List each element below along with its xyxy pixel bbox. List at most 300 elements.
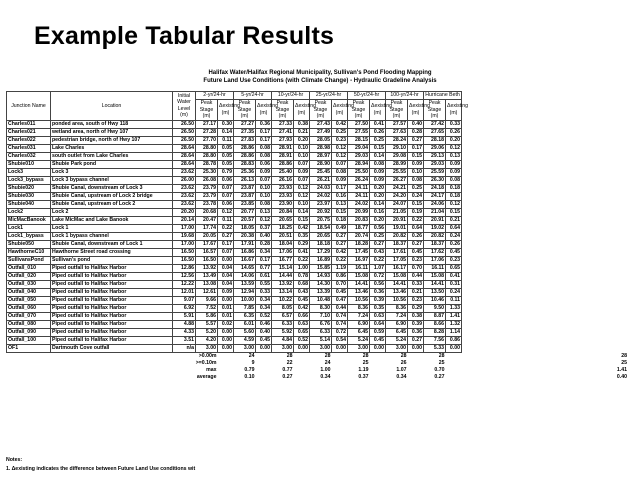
value-cell: 0.65: [294, 328, 310, 336]
junction-name-cell: Shubie010: [7, 160, 51, 168]
value-cell: 24.02: [310, 192, 332, 200]
value-cell: 17.74: [196, 224, 218, 232]
table-row: [7, 264, 629, 272]
value-cell: 0.41: [370, 120, 386, 128]
value-cell: 27.55: [348, 128, 370, 136]
junction-name-cell: Shubie050: [7, 240, 51, 248]
value-cell: 9.50: [424, 304, 446, 312]
summary-label: max: [206, 366, 217, 373]
location-cell: Shubie Canal, upstream of Lock 2 bridge: [51, 192, 173, 200]
value-cell: 26.21: [310, 176, 332, 184]
value-cell: 0.36: [408, 328, 424, 336]
location-cell: Piped outfall to Halifax Harbor: [51, 328, 173, 336]
value-cell: 27.27: [234, 120, 256, 128]
value-cell: 4.88: [173, 320, 196, 328]
value-cell: 0.00: [446, 344, 462, 352]
value-cell: 16.89: [310, 256, 332, 264]
value-cell: 0.27: [332, 232, 348, 240]
value-cell: 0.00: [294, 344, 310, 352]
value-cell: 0.11: [446, 296, 462, 304]
value-cell: 0.27: [408, 136, 424, 144]
value-cell: 0.25: [408, 184, 424, 192]
delta-existing-header: Δexisting (m): [370, 100, 386, 121]
value-cell: 0.36: [256, 120, 272, 128]
value-cell: 8.30: [310, 304, 332, 312]
summary-value: 0.79: [244, 366, 255, 373]
value-cell: 0.08: [370, 160, 386, 168]
value-cell: 3.00: [348, 344, 370, 352]
event-header: 5-yr/24-hr: [234, 92, 272, 100]
value-cell: 27.63: [386, 128, 408, 136]
junction-name-cell: Outfall_020: [7, 272, 51, 280]
value-cell: 16.50: [173, 248, 196, 256]
location-cell: wetland area, north of Hwy 107: [51, 128, 173, 136]
value-cell: 0.42: [294, 304, 310, 312]
value-cell: 5.33: [424, 344, 446, 352]
value-cell: 19.68: [173, 232, 196, 240]
value-cell: 0.26: [446, 240, 462, 248]
value-cell: 0.12: [256, 216, 272, 224]
table-row: [7, 184, 629, 192]
value-cell: 13.92: [272, 280, 294, 288]
value-cell: 24.07: [386, 200, 408, 208]
value-cell: 14.30: [310, 280, 332, 288]
value-cell: 0.56: [370, 224, 386, 232]
value-cell: 0.17: [256, 128, 272, 136]
value-cell: 0.22: [294, 256, 310, 264]
junction-name-cell: Lock2: [7, 208, 51, 216]
value-cell: 27.50: [348, 120, 370, 128]
value-cell: 0.09: [256, 168, 272, 176]
peak-stage-header: Peak Stage (m): [310, 100, 332, 121]
value-cell: 0.13: [256, 208, 272, 216]
value-cell: 0.79: [218, 168, 234, 176]
value-cell: 0.64: [370, 320, 386, 328]
value-cell: 0.01: [218, 312, 234, 320]
value-cell: 16.97: [348, 256, 370, 264]
table-row: [7, 336, 629, 344]
value-cell: 0.10: [294, 152, 310, 160]
junction-name-cell: MicMacBanook: [7, 216, 51, 224]
value-cell: 17.62: [424, 248, 446, 256]
value-cell: 0.12: [446, 144, 462, 152]
table-row: [7, 216, 629, 224]
value-cell: 0.24: [446, 288, 462, 296]
value-cell: 0.05: [218, 160, 234, 168]
value-cell: 0.00: [370, 344, 386, 352]
value-cell: 0.12: [446, 200, 462, 208]
value-cell: 16.11: [348, 264, 370, 272]
value-cell: 0.14: [370, 200, 386, 208]
value-cell: 3.51: [173, 336, 196, 344]
value-cell: 0.06: [256, 160, 272, 168]
value-cell: 29.06: [424, 144, 446, 152]
value-cell: 20.77: [234, 208, 256, 216]
value-cell: 17.45: [348, 248, 370, 256]
results-table-container: [6, 91, 628, 381]
value-cell: 0.21: [446, 216, 462, 224]
value-cell: 8.36: [348, 304, 370, 312]
value-cell: 0.27: [332, 240, 348, 248]
value-cell: 3.00: [234, 344, 256, 352]
value-cell: 0.77: [256, 264, 272, 272]
junction-name-cell: OF1: [7, 344, 51, 352]
value-cell: 13.14: [272, 288, 294, 296]
value-cell: 0.12: [294, 192, 310, 200]
value-cell: 0.00: [218, 328, 234, 336]
value-cell: 28.86: [234, 144, 256, 152]
value-cell: 13.08: [196, 280, 218, 288]
value-cell: 0.29: [294, 240, 310, 248]
value-cell: 0.19: [408, 208, 424, 216]
value-cell: 25.55: [386, 168, 408, 176]
value-cell: 3.00: [196, 344, 218, 352]
value-cell: 0.22: [408, 216, 424, 224]
value-cell: 23.62: [173, 168, 196, 176]
value-cell: 3.00: [386, 344, 408, 352]
value-cell: 7.56: [424, 336, 446, 344]
value-cell: 29.03: [424, 160, 446, 168]
value-cell: 0.05: [218, 144, 234, 152]
location-cell: Piped outfall to Halifax Harbor: [51, 304, 173, 312]
value-cell: 28.94: [348, 160, 370, 168]
value-cell: 24.18: [424, 184, 446, 192]
summary-value: 28: [400, 352, 407, 359]
value-cell: 0.27: [218, 232, 234, 240]
delta-existing-header: Δexisting (m): [446, 100, 462, 121]
value-cell: 0.01: [218, 304, 234, 312]
value-cell: 23.62: [173, 184, 196, 192]
value-cell: 14.41: [386, 280, 408, 288]
value-cell: 0.28: [408, 128, 424, 136]
value-cell: 23.79: [196, 184, 218, 192]
value-cell: 20.92: [310, 208, 332, 216]
value-cell: 28.86: [234, 152, 256, 160]
value-cell: 25.50: [348, 168, 370, 176]
value-cell: 16.86: [234, 248, 256, 256]
junction-name-cell: Lock1_bypass: [7, 232, 51, 240]
value-cell: 6.01: [234, 320, 256, 328]
value-cell: 0.65: [446, 264, 462, 272]
value-cell: 0.54: [332, 336, 348, 344]
value-cell: 24.20: [386, 192, 408, 200]
value-cell: 25.36: [234, 168, 256, 176]
value-cell: 0.13: [332, 200, 348, 208]
table-row: [7, 208, 629, 216]
value-cell: 6.92: [173, 304, 196, 312]
value-cell: 1.41: [446, 312, 462, 320]
table-row: [7, 296, 629, 304]
value-cell: 20.74: [348, 232, 370, 240]
value-cell: 27.65: [424, 128, 446, 136]
value-cell: 0.09: [332, 176, 348, 184]
value-cell: 0.64: [446, 224, 462, 232]
junction-name-cell: HawthorneC10: [7, 248, 51, 256]
value-cell: 1.33: [446, 304, 462, 312]
value-cell: 0.26: [408, 232, 424, 240]
value-cell: 20.38: [234, 232, 256, 240]
value-cell: 20.75: [310, 216, 332, 224]
value-cell: 8.36: [386, 304, 408, 312]
summary-label: >0.00m: [198, 352, 217, 359]
value-cell: 16.77: [272, 256, 294, 264]
value-cell: 28.91: [272, 152, 294, 160]
delta-existing-header: Δexisting (m): [218, 100, 234, 121]
table-row: [7, 248, 629, 256]
value-cell: 17.29: [310, 248, 332, 256]
value-cell: 0.56: [370, 280, 386, 288]
value-cell: 20.91: [386, 216, 408, 224]
location-cell: Dartmouth Cove outfall: [51, 344, 173, 352]
value-cell: 0.23: [332, 136, 348, 144]
value-cell: 20.82: [424, 232, 446, 240]
value-cell: 20.14: [173, 216, 196, 224]
value-cell: 0.10: [408, 168, 424, 176]
value-cell: 0.00: [218, 256, 234, 264]
value-cell: 0.09: [446, 160, 462, 168]
value-cell: 20.91: [424, 216, 446, 224]
table-row: [7, 344, 629, 352]
value-cell: 8.87: [424, 312, 446, 320]
value-cell: 0.41: [446, 272, 462, 280]
value-cell: 0.42: [332, 248, 348, 256]
value-cell: 20.47: [196, 216, 218, 224]
value-cell: 12.94: [234, 288, 256, 296]
value-cell: 0.14: [294, 208, 310, 216]
value-cell: 24.02: [348, 200, 370, 208]
value-cell: 28.78: [196, 160, 218, 168]
value-cell: 0.05: [218, 152, 234, 160]
value-cell: 23.90: [272, 200, 294, 208]
value-cell: 0.37: [256, 224, 272, 232]
value-cell: 0.10: [256, 192, 272, 200]
value-cell: 0.46: [256, 320, 272, 328]
summary-value: 0.37: [358, 373, 369, 380]
value-cell: 0.74: [332, 320, 348, 328]
value-cell: 20.83: [348, 216, 370, 224]
value-cell: 28.98: [310, 144, 332, 152]
value-cell: 0.20: [370, 216, 386, 224]
value-cell: 10.00: [234, 296, 256, 304]
value-cell: 0.15: [332, 208, 348, 216]
value-cell: 27.83: [234, 136, 256, 144]
value-cell: 27.70: [196, 136, 218, 144]
value-cell: 0.44: [332, 304, 348, 312]
value-cell: 12.86: [173, 264, 196, 272]
location-cell: Lock 1 bypass channel: [51, 232, 173, 240]
table-row: [7, 240, 629, 248]
value-cell: 0.14: [370, 152, 386, 160]
value-cell: 0.06: [218, 176, 234, 184]
value-cell: 23.62: [173, 192, 196, 200]
value-cell: 18.25: [272, 224, 294, 232]
value-cell: 17.00: [173, 224, 196, 232]
value-cell: 0.00: [256, 344, 272, 352]
value-cell: 17.91: [234, 240, 256, 248]
value-cell: 0.42: [332, 120, 348, 128]
value-cell: 17.06: [424, 256, 446, 264]
value-cell: 0.00: [218, 296, 234, 304]
table-row: [7, 168, 629, 176]
value-cell: 1.00: [294, 264, 310, 272]
summary-value: 1.41: [616, 366, 627, 373]
value-cell: 1.07: [370, 264, 386, 272]
value-cell: 0.34: [256, 248, 272, 256]
value-cell: 0.07: [294, 176, 310, 184]
value-cell: 12.56: [173, 272, 196, 280]
value-cell: 28.86: [272, 160, 294, 168]
value-cell: 23.78: [196, 200, 218, 208]
event-header-row: [7, 92, 629, 100]
value-cell: 14.06: [234, 272, 256, 280]
value-cell: 0.00: [218, 336, 234, 344]
value-cell: 0.41: [294, 248, 310, 256]
event-header: 10-yr/24-hr: [272, 92, 310, 100]
value-cell: 20.05: [196, 232, 218, 240]
value-cell: 7.52: [196, 304, 218, 312]
value-cell: 15.08: [424, 272, 446, 280]
location-cell: Piped outfall to Halifax Harbor: [51, 296, 173, 304]
table-row: [7, 144, 629, 152]
note-1: 1. Δexisting indicates the difference between Future Land Use conditions wit: [6, 466, 196, 472]
value-cell: 0.07: [218, 248, 234, 256]
value-cell: 0.08: [332, 168, 348, 176]
value-cell: 0.34: [256, 296, 272, 304]
value-cell: 0.55: [256, 280, 272, 288]
junction-name-header: Junction Name: [7, 92, 51, 121]
value-cell: 27.41: [272, 128, 294, 136]
value-cell: 28.91: [272, 144, 294, 152]
event-header: Hurricane Beth: [425, 92, 460, 99]
value-cell: 0.00: [218, 344, 234, 352]
value-cell: 20.20: [173, 208, 196, 216]
value-cell: 0.17: [408, 144, 424, 152]
value-cell: 6.57: [272, 312, 294, 320]
value-cell: 0.26: [446, 128, 462, 136]
location-cell: south outlet from Lake Charles: [51, 152, 173, 160]
value-cell: 29.13: [424, 152, 446, 160]
value-cell: 0.22: [332, 256, 348, 264]
value-cell: 25.40: [272, 168, 294, 176]
location-cell: ponded area, south of Hwy 118: [51, 120, 173, 128]
junction-name-cell: Shubie020: [7, 184, 51, 192]
value-cell: 20.68: [196, 208, 218, 216]
table-row: [7, 200, 629, 208]
table-row: [7, 192, 629, 200]
value-cell: 4.59: [234, 336, 256, 344]
value-cell: 0.44: [408, 272, 424, 280]
junction-name-cell: SullivansPond: [7, 256, 51, 264]
value-cell: 13.46: [348, 288, 370, 296]
value-cell: 0.09: [370, 176, 386, 184]
value-cell: 23.79: [196, 192, 218, 200]
value-cell: 0.35: [294, 232, 310, 240]
event-header: 25-yr/24-hr: [310, 92, 348, 100]
summary-row: [7, 352, 629, 360]
value-cell: 27.35: [234, 128, 256, 136]
initial-water-level-header: Initial Water Level (m): [173, 92, 196, 121]
value-cell: 0.17: [256, 256, 272, 264]
value-cell: 28.05: [310, 136, 332, 144]
peak-stage-header: Peak Stage (m): [272, 100, 294, 121]
value-cell: 0.18: [332, 216, 348, 224]
value-cell: 0.13: [446, 152, 462, 160]
summary-value: 26: [400, 359, 407, 366]
summary-value: 9: [251, 359, 255, 366]
value-cell: 0.14: [218, 128, 234, 136]
value-cell: 0.47: [332, 296, 348, 304]
value-cell: 26.50: [173, 128, 196, 136]
value-cell: 6.45: [348, 328, 370, 336]
value-cell: 20.82: [386, 232, 408, 240]
value-cell: 6.90: [386, 320, 408, 328]
location-cell: Lock 3 bypass channel: [51, 176, 173, 184]
value-cell: 27.43: [310, 120, 332, 128]
value-cell: 15.85: [310, 264, 332, 272]
value-cell: 21.05: [386, 208, 408, 216]
value-cell: 0.40: [256, 232, 272, 240]
value-cell: 10.56: [348, 296, 370, 304]
value-cell: 0.17: [218, 240, 234, 248]
peak-stage-header: Peak Stage (m): [196, 100, 218, 121]
value-cell: 25.45: [310, 168, 332, 176]
value-cell: 4.84: [272, 336, 294, 344]
summary-value: 0.40: [616, 373, 627, 380]
junction-name-cell: Outfall_070: [7, 312, 51, 320]
value-cell: 8.66: [424, 320, 446, 328]
results-table: [6, 91, 628, 381]
value-cell: 5.91: [173, 312, 196, 320]
value-cell: 0.68: [294, 280, 310, 288]
summary-value: 0.77: [282, 366, 293, 373]
value-cell: 1.19: [332, 264, 348, 272]
value-cell: 18.28: [348, 240, 370, 248]
value-cell: 0.49: [332, 224, 348, 232]
value-cell: 28.64: [173, 160, 196, 168]
value-cell: 9.07: [173, 296, 196, 304]
value-cell: 0.15: [370, 144, 386, 152]
junction-name-cell: Shubie030: [7, 192, 51, 200]
summary-value: 1.00: [320, 366, 331, 373]
delta-existing-header: Δexisting (m): [408, 100, 424, 121]
value-cell: 23.97: [310, 200, 332, 208]
location-cell: Shubie Canal, upstream of Lock 2: [51, 200, 173, 208]
value-cell: 0.40: [256, 328, 272, 336]
value-cell: 0.02: [218, 320, 234, 328]
value-cell: 17.67: [196, 240, 218, 248]
table-row: [7, 304, 629, 312]
value-cell: 23.85: [234, 200, 256, 208]
value-cell: 12.22: [173, 280, 196, 288]
value-cell: 26.13: [234, 176, 256, 184]
value-cell: 0.42: [294, 224, 310, 232]
value-cell: 0.09: [294, 168, 310, 176]
value-cell: 0.20: [294, 136, 310, 144]
summary-value: 25: [362, 359, 369, 366]
value-cell: 26.50: [173, 120, 196, 128]
value-cell: 12.01: [173, 288, 196, 296]
value-cell: 16.11: [424, 264, 446, 272]
value-cell: 0.15: [446, 208, 462, 216]
summary-value: 25: [438, 359, 445, 366]
summary-value: 0.27: [282, 373, 293, 380]
location-cell: Shubie Park pond: [51, 160, 173, 168]
value-cell: 23.87: [234, 192, 256, 200]
value-cell: 28.24: [386, 136, 408, 144]
table-row: [7, 288, 629, 296]
value-cell: 0.26: [370, 128, 386, 136]
value-cell: 17.05: [386, 256, 408, 264]
